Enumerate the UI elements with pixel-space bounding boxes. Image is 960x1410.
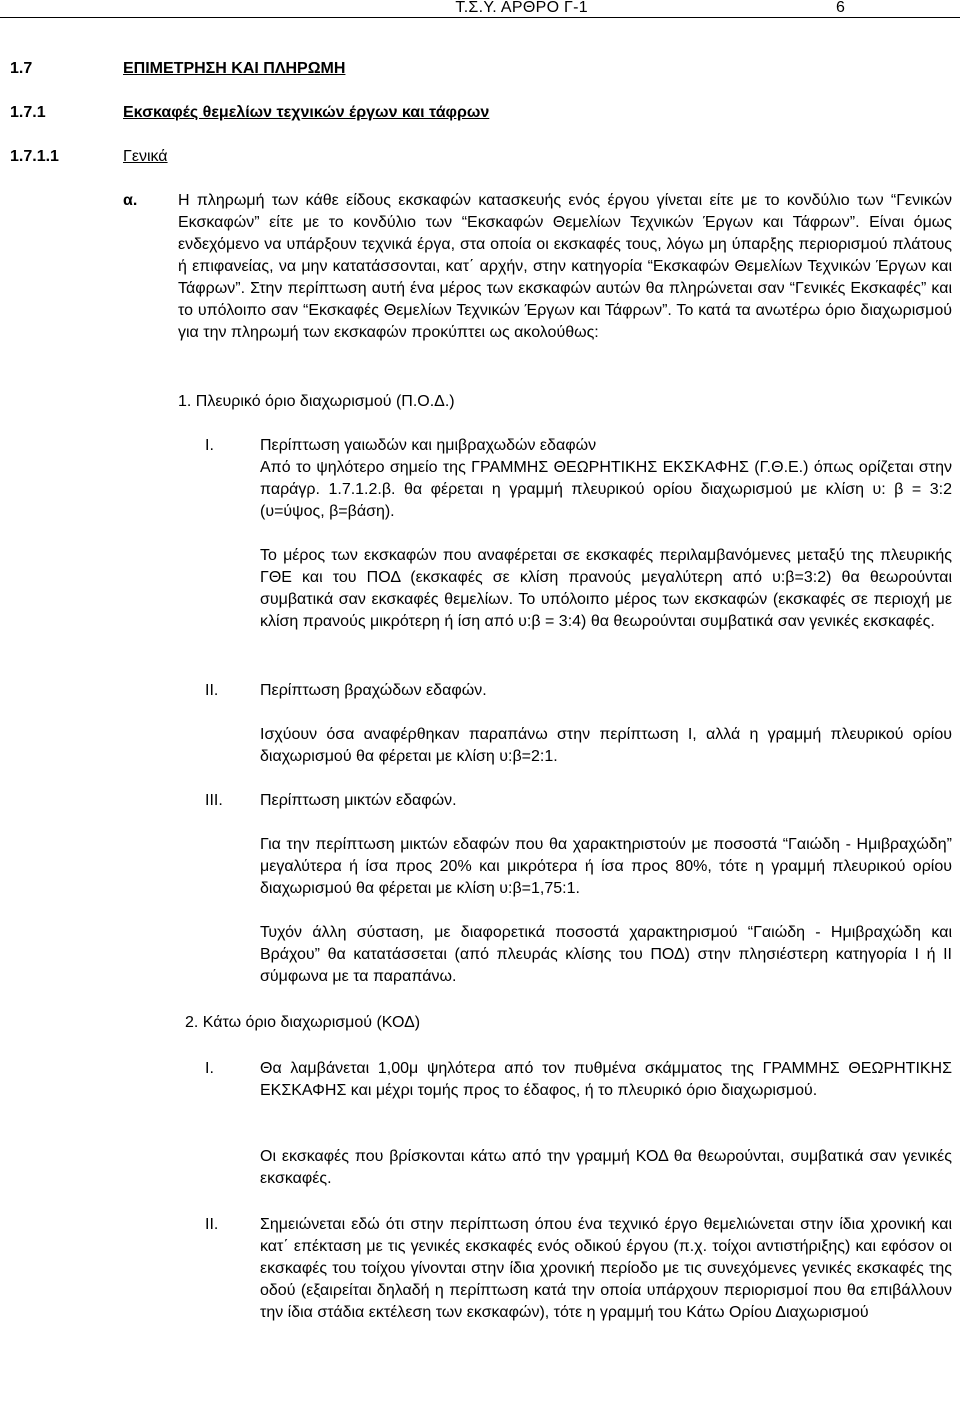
heading-number: 1.7.1.1 xyxy=(10,148,59,165)
case-numeral: ΙΙ. xyxy=(205,682,219,699)
case-paragraph: Οι εκσκαφές που βρίσκονται κάτω από την γραμμή ΚΟΔ θα θεωρούνται, συμβατικά σαν γενικές εκσκαφές. xyxy=(260,1148,952,1187)
heading-1-7 xyxy=(0,59,960,79)
case-text: Από το ψηλότερο σημείο της ΓΡΑΜΜΗΣ ΘΕΩΡΗΤΙΚΗΣ ΕΚΣΚΑΦΗΣ (Γ.Θ.Ε.) όπως ορίζεται στην παράγρ. 1.7.1.2.β. θα φέρεται η γραμμή πλευρικού ορίου διαχωρισμού με κλίση υ: β = 3:2 (υ=ύψος, β=βάση). xyxy=(260,459,952,520)
case-text: Σημειώνεται εδώ ότι στην περίπτωση όπου ένα τεχνικό έργο θεμελιώνεται στην ίδια χρονική και κατ΄ επέκταση με τις γενικές εκσκαφές ενός οδικού έργου (π.χ. τοίχοι αντιστήριξης) και εφόσον οι εκσκαφές του τοίχου γίνονται στην ίδια χρονική περίοδο με τις συνεχόμενες γενικές εκσκαφές της οδού (εξαιρείται δηλαδή η περίπτωση κατά την οποία υπάρχουν περιορισμοί που θα επιβάλλουν την ίδια στάδια εκτέλεση των εκσκαφών), τότε η γραμμή του Κάτω Ορίου Διαχωρισμού xyxy=(260,1216,952,1321)
heading-title: Εκσκαφές θεμελίων τεχνικών έργων και τάφρων xyxy=(123,104,490,121)
case-text: Θα λαμβάνεται 1,00μ ψηλότερα από τον πυθμένα σκάμματος της ΓΡΑΜΜΗΣ ΘΕΩΡΗΤΙΚΗΣ ΕΚΣΚΑΦΗΣ και μέχρι τομής προς το έδαφος, ή το πλευρικό όριο διαχωρισμού. xyxy=(260,1060,952,1099)
heading-title: ΕΠΙΜΕΤΡΗΣΗ ΚΑΙ ΠΛΗΡΩΜΗ xyxy=(123,60,346,77)
heading-number: 1.7 xyxy=(10,60,33,77)
case-numeral: ΙΙΙ. xyxy=(205,792,223,809)
case-paragraph: Τυχόν άλλη σύσταση, με διαφορετικά ποσοστά χαρακτηρισμού “Γαιώδη - Ημιβραχώδη και Βράχου” θα κατατάσσεται (από πλευράς κλίσης του ΠΟΔ) στην πλησιέστερη κατηγορία Ι ή ΙΙ σύμφωνα με τα παραπάνω. xyxy=(260,924,952,985)
part-1-title: 1. Πλευρικό όριο διαχωρισμού (Π.Ο.Δ.) xyxy=(178,393,455,410)
case-numeral: Ι. xyxy=(205,1060,214,1077)
case-paragraph: Το μέρος των εκσκαφών που αναφέρεται σε εκσκαφές περιλαμβανόμενες μεταξύ της πλευρικής ΓΘΕ και του ΠΟΔ (εκσκαφές σε κλίση πρανούς μεγαλύτερη από υ:β=3:2) θα θεωρούνται συμβατικά σαν εκσκαφές θεμελίων. Το υπόλοιπο μέρος των εκσκαφών (εκσκαφές σε περιοχή με κλίση πρανούς μικρότερη ή ίση από υ:β = 3:4) θα θεωρούνται συμβατικά σαν γενικές εκσκαφές. xyxy=(260,547,952,630)
heading-number: 1.7.1 xyxy=(10,104,46,121)
case-numeral: ΙΙ. xyxy=(205,1216,219,1233)
heading-title: Γενικά xyxy=(123,148,168,165)
case-title: Περίπτωση βραχώδων εδαφών. xyxy=(260,682,487,699)
case-paragraph: Ισχύουν όσα αναφέρθηκαν παραπάνω στην περίπτωση Ι, αλλά η γραμμή πλευρικού ορίου διαχωρισμού θα φέρεται με κλίση υ:β=2:1. xyxy=(260,726,952,765)
heading-1-7-1-1 xyxy=(0,147,960,167)
running-title: Τ.Σ.Υ. ΑΡΘΡΟ Γ-1 xyxy=(455,0,588,16)
heading-1-7-1 xyxy=(0,103,960,123)
header-rule xyxy=(0,17,960,18)
part-2-title: 2. Κάτω όριο διαχωρισμού (ΚΟΔ) xyxy=(185,1014,421,1031)
page-number: 6 xyxy=(836,0,845,16)
page-header xyxy=(0,0,960,22)
case-paragraph: Για την περίπτωση μικτών εδαφών που θα χαρακτηριστούν με ποσοστά “Γαιώδη - Ημιβραχώδη” μεγαλύτερα ή ίσα προς 20% και μικρότερα ή ίσα προς 80%, τότε η γραμμή πλευρικού ορίου διαχωρισμού θα φέρεται με κλίση υ:β=1,75:1. xyxy=(260,836,952,897)
case-title: Περίπτωση γαιωδών και ημιβραχωδών εδαφών xyxy=(260,437,597,454)
case-numeral: Ι. xyxy=(205,437,214,454)
section-intro-paragraph: Η πληρωμή των κάθε είδους εκσκαφών κατασκευής ενός έργου γίνεται είτε με το κονδύλιο των “Γενικών Εκσκαφών” είτε με το κονδύλιο των “Εκσκαφών Θεμελίων Τεχνικών Έργων και Τάφρων”. Είναι όμως ενδεχόμενο να υπάρξουν τεχνικά έργα, στα οποία οι εκσκαφές τους, λόγω μη ύπαρξης περιορισμού πλάτους ή επιφανείας, να μην κατατάσσονται, κατ΄ αρχήν, στην κατηγορία “Εκσκαφών Θεμελίων Τεχνικών Έργων και Τάφρων”. Στην περίπτωση αυτή ένα μέρος των εκσκαφών αυτών θα πληρώνεται σαν “Γενικές Εκσκαφές” και το υπόλοιπο σαν “Εκσκαφές Θεμελίων Τεχνικών Έργων και Τάφρων”. Το κατά τα ανωτέρω όριο διαχωρισμού για την πληρωμή των εκσκαφών προκύπτει ως ακολούθως: xyxy=(178,192,952,341)
section-marker: α. xyxy=(123,192,138,209)
case-title: Περίπτωση μικτών εδαφών. xyxy=(260,792,457,809)
